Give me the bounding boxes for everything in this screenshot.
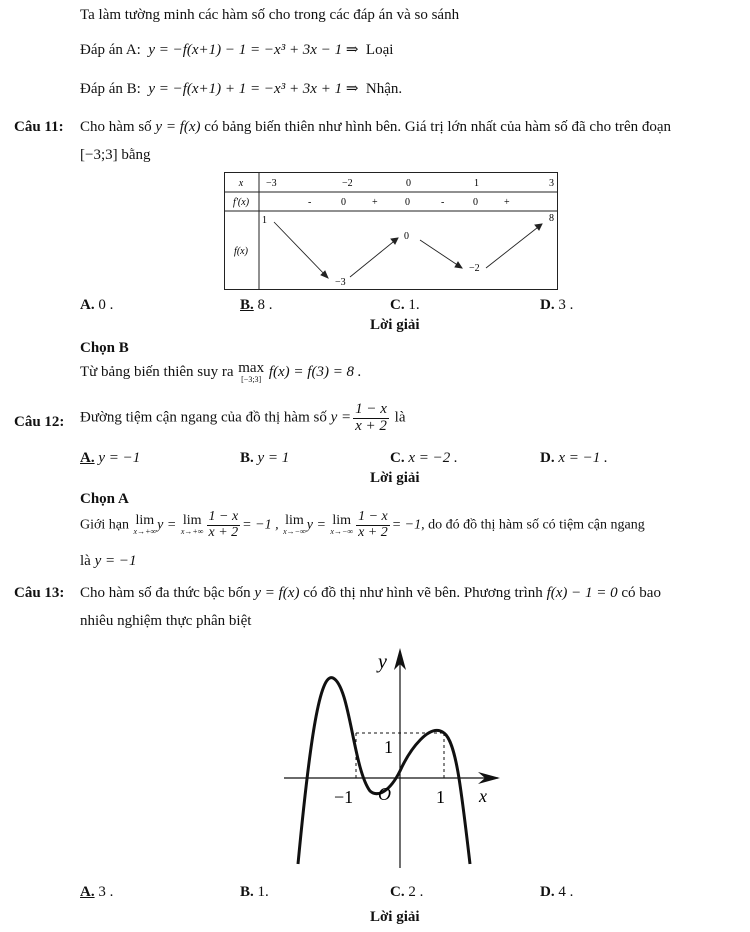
q13-option-c[interactable] <box>390 884 423 901</box>
option-a-verdict: Loại <box>365 42 394 58</box>
lim-y: y = <box>157 517 177 533</box>
lim-tail: , do đó đồ thị hàm số có tiệm cận ngang <box>421 517 645 533</box>
option-value: 3 . <box>558 297 574 313</box>
option-value: y = 1 <box>257 450 290 466</box>
lim-operator: lim <box>135 513 155 529</box>
q11-stem <box>80 119 671 136</box>
lim-denominator: x + 2 <box>358 524 388 540</box>
q13-text-b: có đồ thị như hình vẽ bên. Phương trình <box>303 585 543 601</box>
table-f-value: −3 <box>335 277 346 288</box>
option-value: 8 . <box>257 297 273 313</box>
q13-equation: f(x) − 1 = 0 <box>546 585 618 601</box>
tick-minus-one: −1 <box>334 787 354 807</box>
lim-numerator: 1 − x <box>358 509 388 524</box>
origin-label: O <box>378 784 391 804</box>
q12-choice: Chọn A <box>80 491 129 507</box>
q11-choice: Chọn B <box>80 340 129 356</box>
lim-operator: lim <box>332 513 352 529</box>
q12-option-c[interactable] <box>390 450 458 467</box>
option-letter: D. <box>540 297 555 313</box>
table-sign: 0 <box>405 197 410 208</box>
option-letter: D. <box>540 450 555 466</box>
q13-text-c: có bao <box>621 585 661 601</box>
q12-answer: y = −1 <box>94 553 137 569</box>
q11-text-c: có bảng biến thiên như hình bên. Giá trị lớn nhất của hàm số đã cho trên đoạn <box>204 119 672 135</box>
lim-result: = −1 <box>391 517 422 533</box>
q11-option-a[interactable] <box>80 297 113 314</box>
limit-label: Giới hạn <box>80 517 130 533</box>
q11-explanation <box>80 361 362 384</box>
intro-line: Ta làm tường minh các hàm số cho trong các đáp án và so sánh <box>80 7 460 23</box>
lim-operator: lim <box>182 513 202 529</box>
option-value: 1. <box>257 884 269 900</box>
q11-label: Câu 11: <box>14 119 64 135</box>
lim-result: = −1 , <box>242 517 279 533</box>
option-value: 3 . <box>98 884 114 900</box>
q11-explain-result: f(x) = f(3) = 8 . <box>268 363 362 380</box>
option-a-expression: y = −f(x+1) − 1 = −x³ + 3x − 1 ⇒ <box>148 42 359 58</box>
lim-denominator: x + 2 <box>208 524 239 540</box>
option-letter: A. <box>80 884 95 900</box>
q13-label: Câu 13: <box>14 585 65 601</box>
table-x-label: x <box>238 178 244 189</box>
q11-solution-title: Lời giải <box>370 317 420 333</box>
q13-solution-title: Lời giải <box>370 909 420 925</box>
option-letter: D. <box>540 884 555 900</box>
q12-conclusion <box>80 553 136 570</box>
table-f-value: 1 <box>262 215 267 226</box>
option-value: 1. <box>408 297 420 313</box>
q12-option-a[interactable] <box>80 450 140 467</box>
table-x-value: −3 <box>266 178 277 189</box>
q11-option-c[interactable] <box>390 297 420 314</box>
q13-option-a[interactable] <box>80 884 113 901</box>
table-sign: - <box>441 197 445 208</box>
table-x-value: 0 <box>406 178 411 189</box>
table-x-value: 1 <box>474 178 479 189</box>
max-operator: max <box>238 360 265 376</box>
table-f-value: 8 <box>549 213 554 224</box>
table-x-value: 3 <box>549 178 554 189</box>
table-sign: - <box>308 197 312 208</box>
q13-stem-line2: nhiêu nghiệm thực phân biệt <box>80 613 252 629</box>
table-sign: + <box>372 197 378 208</box>
option-value: 2 . <box>408 884 424 900</box>
q13-option-b[interactable] <box>240 884 269 901</box>
q11-option-b[interactable] <box>240 297 273 314</box>
q11-function: y = f(x) <box>155 119 201 135</box>
lim-subscript: x→−∞ <box>330 527 354 537</box>
option-letter: B. <box>240 450 254 466</box>
option-b-expression: y = −f(x+1) + 1 = −x³ + 3x + 1 ⇒ <box>148 81 359 97</box>
q12-denominator: x + 2 <box>355 417 387 434</box>
table-f-label: f(x) <box>234 246 248 257</box>
table-sign: 0 <box>341 197 346 208</box>
option-value: y = −1 <box>98 450 141 466</box>
q12-text-b: là <box>394 409 406 426</box>
table-sign: + <box>504 197 510 208</box>
q12-numerator: 1 − x <box>355 401 387 417</box>
lim-subscript: x→−∞ <box>283 527 306 537</box>
table-x-value: −2 <box>342 178 353 189</box>
lim-operator: lim <box>285 513 304 529</box>
option-b-verdict: Nhận. <box>365 81 403 97</box>
option-letter: B. <box>240 297 254 313</box>
q12-conclusion-text: là <box>80 553 91 569</box>
q12-limit-explanation <box>80 510 645 540</box>
option-value: 0 . <box>98 297 114 313</box>
q11-option-d[interactable] <box>540 297 573 314</box>
q11-interval: [−3;3] <box>80 147 118 163</box>
option-letter: A. <box>80 297 95 313</box>
option-a-label: Đáp án A: <box>80 42 141 58</box>
q11-stem-line2 <box>80 147 151 164</box>
option-letter: C. <box>390 884 405 900</box>
option-value: 4 . <box>558 884 574 900</box>
option-letter: C. <box>390 297 405 313</box>
option-value: x = −2 . <box>408 450 458 466</box>
option-letter: C. <box>390 450 405 466</box>
lim-subscript: x→+∞ <box>180 527 204 537</box>
lim-numerator: 1 − x <box>208 509 239 524</box>
option-letter: A. <box>80 450 95 466</box>
q12-stem <box>80 402 405 435</box>
q11-text-a: Cho hàm số <box>80 119 152 135</box>
table-fprime-label: f′(x) <box>232 197 250 208</box>
lim-y: y = <box>306 517 326 533</box>
table-f-value: 0 <box>404 231 409 242</box>
q13-function: y = f(x) <box>254 585 300 601</box>
variation-table <box>224 172 560 292</box>
table-sign: 0 <box>473 197 478 208</box>
option-b-label: Đáp án B: <box>80 81 141 97</box>
q12-solution-title: Lời giải <box>370 470 420 486</box>
table-f-value: −2 <box>469 263 480 274</box>
y-axis-label: y <box>378 651 387 673</box>
q13-stem <box>80 585 661 602</box>
q13-text-a: Cho hàm số đa thức bậc bốn <box>80 585 251 601</box>
tick-one: 1 <box>436 787 445 807</box>
max-interval: [−3;3] <box>241 375 262 384</box>
option-value: x = −1 . <box>558 450 608 466</box>
q12-text-a: Đường tiệm cận ngang của đồ thị hàm số <box>80 409 327 426</box>
q12-option-b[interactable] <box>240 450 289 467</box>
q11-explain-text: Từ bảng biến thiên suy ra <box>80 363 234 380</box>
q12-label: Câu 12: <box>14 414 65 430</box>
option-letter: B. <box>240 884 254 900</box>
quartic-graph <box>278 642 508 870</box>
q12-y-eq: y = <box>330 409 352 426</box>
lim-subscript: x→+∞ <box>133 527 157 537</box>
level-one-label: 1 <box>384 737 393 757</box>
option-b-analysis <box>80 79 402 98</box>
x-axis-label: x <box>479 786 487 806</box>
q11-text-d: bằng <box>121 147 151 163</box>
option-a-analysis <box>80 40 393 59</box>
q12-option-d[interactable] <box>540 450 608 467</box>
q13-option-d[interactable] <box>540 884 573 901</box>
